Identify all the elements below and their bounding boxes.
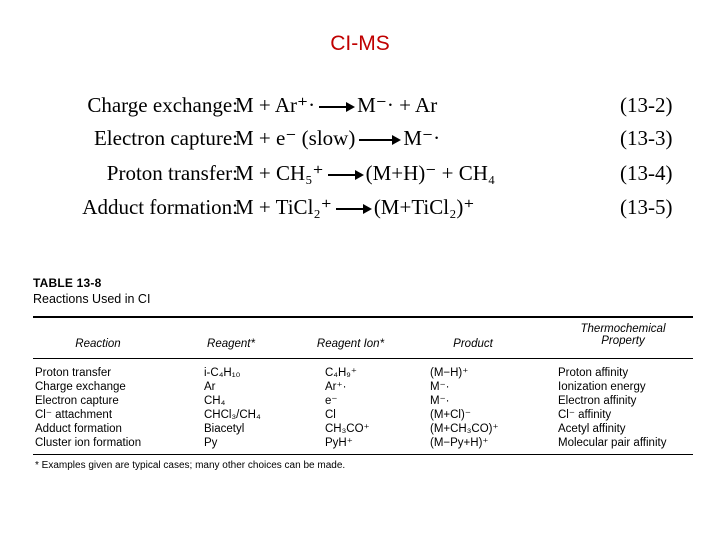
arrow-icon bbox=[319, 106, 353, 108]
divider bbox=[33, 454, 693, 455]
table-cell: M⁻· bbox=[430, 395, 450, 407]
table-cell: Adduct formation bbox=[35, 423, 122, 435]
reaction-right: (M+H)⁻ + CH₄ bbox=[365, 161, 496, 185]
table-row bbox=[33, 422, 693, 436]
table-row bbox=[33, 408, 693, 422]
table-cell: i-C₄H₁₀ bbox=[204, 367, 241, 379]
reaction-label: Charge exchange: bbox=[87, 93, 238, 117]
table-cell: Cluster ion formation bbox=[35, 437, 142, 449]
reactions-table bbox=[33, 276, 693, 471]
table-row bbox=[33, 436, 693, 450]
reaction-equation bbox=[235, 90, 437, 120]
table-cell: Proton affinity bbox=[558, 367, 629, 379]
column-header-reagent-ion: Reagent Ion* bbox=[316, 338, 385, 350]
reaction-left: M + Ar⁺· bbox=[235, 93, 316, 117]
arrow-icon bbox=[328, 174, 362, 176]
table-row bbox=[33, 366, 693, 380]
column-header-thermochemical-property: Thermochemical Property bbox=[580, 323, 666, 347]
table-cell: Cl⁻ attachment bbox=[35, 409, 113, 421]
table-cell: Proton transfer bbox=[35, 367, 112, 379]
equation-number: (13-2) bbox=[620, 93, 673, 117]
table-cell: Cl bbox=[325, 409, 336, 421]
reaction-left: M + CH₅⁺ bbox=[235, 161, 324, 185]
table-cell: Cl⁻ affinity bbox=[558, 409, 612, 421]
arrow-icon bbox=[359, 139, 399, 141]
reaction-label: Adduct formation: bbox=[82, 195, 238, 219]
table-cell: (M+Cl)⁻ bbox=[430, 409, 471, 421]
reaction-label: Proton transfer: bbox=[106, 161, 238, 185]
table-cell: Acetyl affinity bbox=[558, 423, 626, 435]
equation-number: (13-4) bbox=[620, 161, 673, 185]
table-cell: Biacetyl bbox=[204, 423, 245, 435]
column-header-product: Product bbox=[453, 338, 493, 350]
table-cell: Ionization energy bbox=[558, 381, 646, 393]
reaction-right: M⁻· + Ar bbox=[357, 93, 438, 117]
reaction-left: M + e⁻ (slow) bbox=[235, 126, 356, 150]
table-cell: Ar bbox=[204, 381, 216, 393]
reaction-left: M + TiCl₂⁺ bbox=[235, 195, 332, 219]
table-cell: Molecular pair affinity bbox=[558, 437, 667, 449]
table-caption: Reactions Used in CI bbox=[33, 292, 151, 306]
table-cell: Py bbox=[204, 437, 218, 449]
table-cell: CHCl₃/CH₄ bbox=[204, 409, 261, 421]
table-cell: M⁻· bbox=[430, 381, 450, 393]
divider bbox=[33, 358, 693, 359]
column-header-reagent: Reagent* bbox=[207, 338, 255, 350]
table-cell: CH₃CO⁺ bbox=[325, 423, 370, 435]
equation-number: (13-3) bbox=[620, 126, 673, 150]
table-cell: e⁻ bbox=[325, 395, 338, 407]
table-cell: CH₄ bbox=[204, 395, 226, 407]
table-cell: Electron affinity bbox=[558, 395, 637, 407]
table-label: TABLE 13-8 bbox=[33, 276, 102, 290]
column-header-reaction: Reaction bbox=[75, 338, 121, 350]
table-cell: PyH⁺ bbox=[325, 437, 353, 449]
reaction-row bbox=[30, 158, 690, 188]
table-row bbox=[33, 380, 693, 394]
table-cell: (M−H)⁺ bbox=[430, 367, 469, 379]
reaction-row bbox=[30, 90, 690, 120]
reaction-equation bbox=[235, 192, 475, 222]
reaction-right: (M+TiCl₂)⁺ bbox=[373, 195, 475, 219]
reaction-label: Electron capture: bbox=[93, 126, 238, 150]
equation-number: (13-5) bbox=[620, 195, 673, 219]
divider bbox=[33, 316, 693, 318]
reaction-equation bbox=[235, 158, 495, 188]
table-cell: Ar⁺· bbox=[325, 381, 347, 393]
page-title: CI-MS bbox=[330, 32, 390, 55]
table-cell: (M−Py+H)⁺ bbox=[430, 437, 489, 449]
table-cell: Electron capture bbox=[35, 395, 119, 407]
table-row bbox=[33, 394, 693, 408]
table-cell: C₄H₉⁺ bbox=[325, 367, 357, 379]
reaction-row bbox=[30, 123, 690, 153]
reaction-right: M⁻· bbox=[403, 126, 441, 150]
reaction-equation bbox=[235, 123, 440, 153]
arrow-icon bbox=[336, 208, 370, 210]
table-cell: (M+CH₃CO)⁺ bbox=[430, 423, 499, 435]
table-cell: Charge exchange bbox=[35, 381, 126, 393]
reaction-row bbox=[30, 192, 690, 222]
table-footnote: * Examples given are typical cases; many other choices can be made. bbox=[35, 460, 346, 471]
